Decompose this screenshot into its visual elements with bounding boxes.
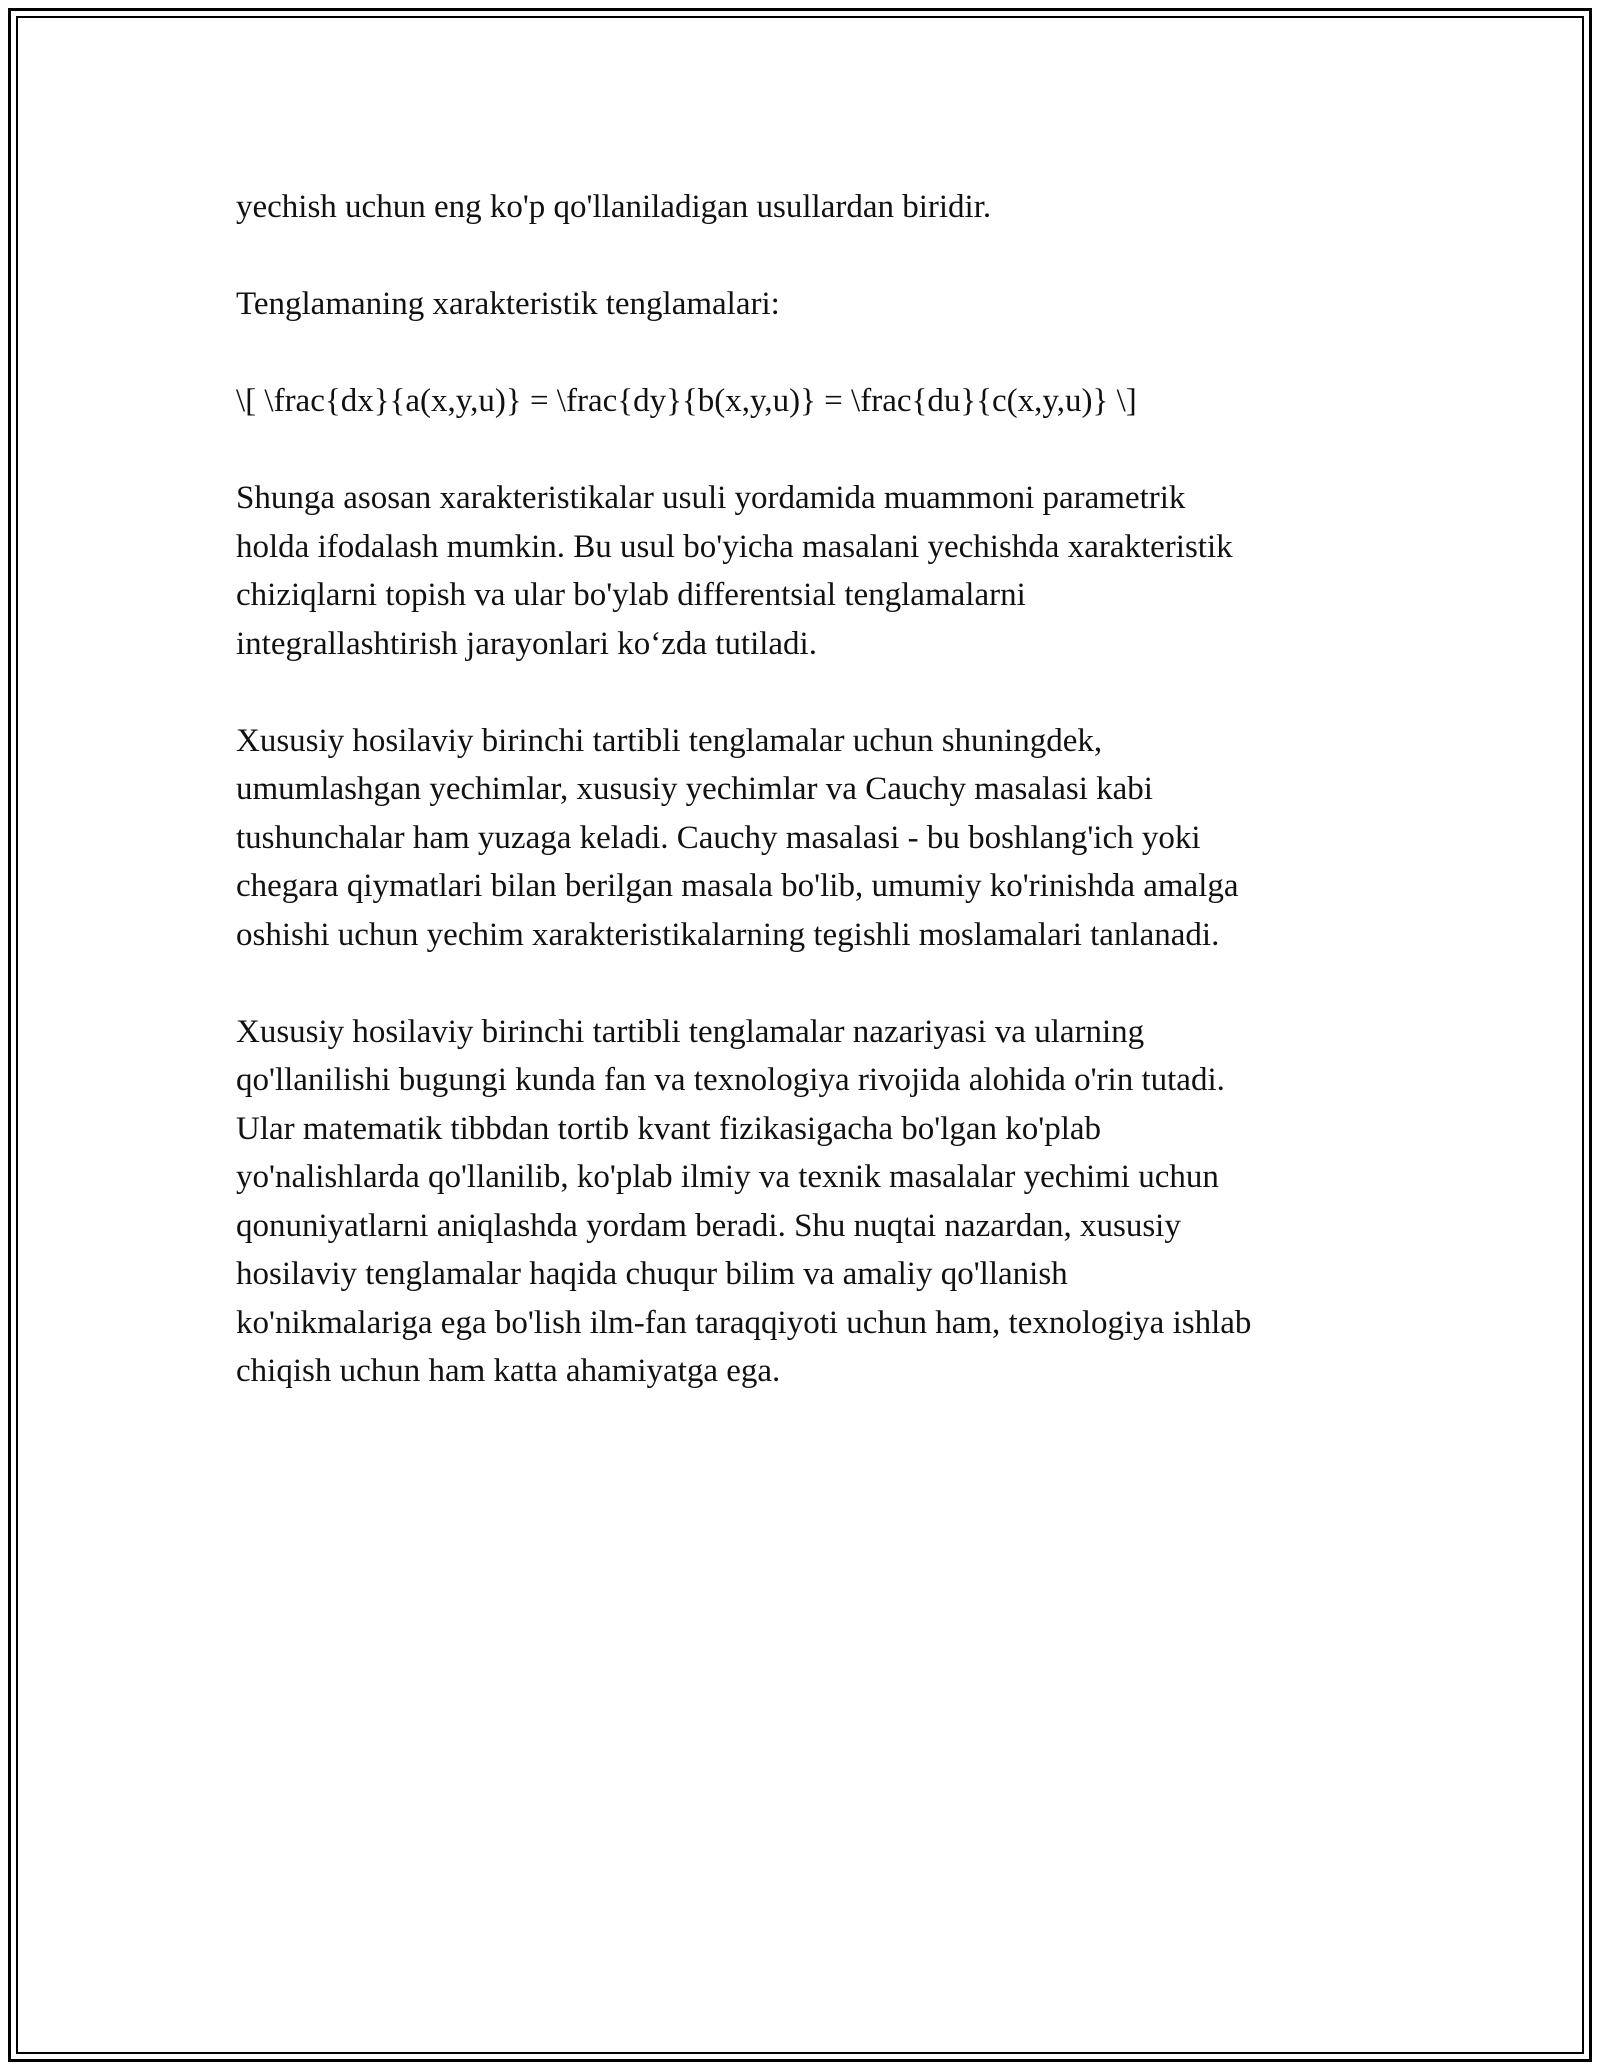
paragraph-characteristic-intro: Tenglamaning xarakteristik tenglamalari: <box>236 286 780 322</box>
paragraph-continuation: yechish uchun eng ko'p qo'llaniladigan usullardan biridir. <box>236 189 992 225</box>
document-body <box>236 183 1416 1444</box>
paragraph-applications: Xususiy hosilaviy birinchi tartibli tenglamalar nazariyasi va ularning qo'llanilishi bugungi kunda fan va texnologiya rivojida alohida o'rin tutadi. Ular matematik tibbdan tortib kvant fizikasigacha bo'lgan ko'plab yo'nalishlarda qo'llanilib, ko'plab ilmiy va texnik masalalar yechimi uchun qonuniyatlarni aniqlashda yordam beradi. Shu nuqtai nazardan, xususiy hosilaviy tenglamalar haqida chuqur bilim va amaliy qo'llanish ko'nikmalariga ega bo'lish ilm-fan taraqqiyoti uchun ham, texnologiya ishlab chiqish uchun ham katta ahamiyatga ega. <box>236 1013 1252 1389</box>
paragraph-latex-equation: \[ \frac{dx}{a(x,y,u)} = \frac{dy}{b(x,y,u)} = \frac{du}{c(x,y,u)} \] <box>236 383 1137 419</box>
paragraph-characteristics-method: Shunga asosan xarakteristikalar usuli yordamida muammoni parametrik holda ifodalash mumkin. Bu usul bo'yicha masalani yechishda xarakteristik chiziqlarni topish va ular bo'ylab differentsial tenglamalarni integrallashtirish jarayonlari ko‘zda tutiladi. <box>236 480 1233 662</box>
paragraph-cauchy-problem: Xususiy hosilaviy birinchi tartibli tenglamalar uchun shuningdek, umumlashgan yechimlar, xususiy yechimlar va Cauchy masalasi kabi tushunchalar ham yuzaga keladi. Cauchy masalasi - bu boshlang'ich yoki chegara qiymatlari bilan berilgan masala bo'lib, umumiy ko'rinishda amalga oshishi uchun yechim xarakteristikalarning tegishli moslamalari tanlanadi. <box>236 722 1239 953</box>
